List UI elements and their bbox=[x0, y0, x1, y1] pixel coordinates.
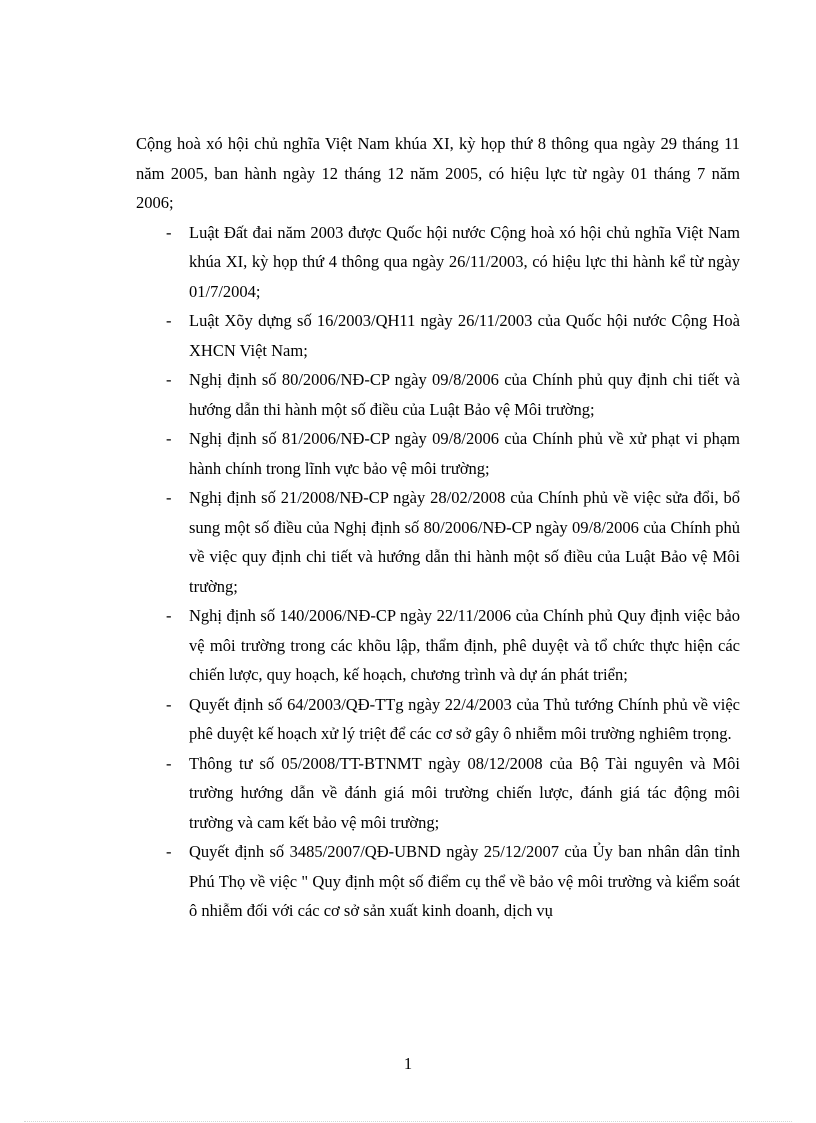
dash-bullet: - bbox=[166, 311, 172, 330]
list-item bbox=[136, 483, 740, 601]
list-item bbox=[136, 690, 740, 749]
page-bottom-divider bbox=[24, 1121, 792, 1122]
page-number: 1 bbox=[403, 1054, 413, 1073]
list-item bbox=[136, 601, 740, 690]
list-item-text: Luật Xõy dựng số 16/2003/QH11 ngày 26/11/2003 của Quốc hội nước Cộng Hoà XHCN Việt Nam; bbox=[189, 311, 740, 360]
list-item-text: Quyết định số 64/2003/QĐ-TTg ngày 22/4/2003 của Thủ tướng Chính phủ về việc phê duyệt kế hoạch xử lý triệt để các cơ sở gây ô nhiễm môi trường nghiêm trọng. bbox=[189, 694, 740, 743]
dash-bullet: - bbox=[166, 429, 172, 448]
list-item bbox=[136, 749, 740, 838]
list-item bbox=[136, 365, 740, 424]
dash-bullet: - bbox=[166, 606, 172, 625]
list-item-text: Quyết định số 3485/2007/QĐ-UBND ngày 25/12/2007 của Ủy ban nhân dân tỉnh Phú Thọ về việc " Quy định một số điểm cụ thể về bảo vệ môi trường và kiểm soát ô nhiễm đối với các cơ sở sản xuất kinh doanh, dịch vụ bbox=[189, 842, 740, 920]
list-item-text: Thông tư số 05/2008/TT-BTNMT ngày 08/12/2008 của Bộ Tài nguyên và Môi trường hướng dẫn về đánh giá môi trường chiến lược, đánh giá tác động môi trường và cam kết bảo vệ môi trường; bbox=[189, 753, 740, 832]
list-item-text: Luật Đất đai năm 2003 được Quốc hội nước Cộng hoà xó hội chủ nghĩa Việt Nam khúa XI, kỳ họp thứ 4 thông qua ngày 26/11/2003, có hiệu lực thi hành kể từ ngày 01/7/2004; bbox=[189, 222, 740, 301]
list-item bbox=[136, 424, 740, 483]
list-item-text: Nghị định số 140/2006/NĐ-CP ngày 22/11/2006 của Chính phủ Quy định việc bảo vệ môi trường trong các khõu lập, thẩm định, phê duyệt và tổ chức thực hiện các chiến lược, quy hoạch, kế hoạch, chương trình và dự án phát triển; bbox=[189, 606, 740, 684]
intro-paragraph: Cộng hoà xó hội chủ nghĩa Việt Nam khúa XI, kỳ họp thứ 8 thông qua ngày 29 tháng 11 năm 2005, ban hành ngày 12 tháng 12 năm 2005, có hiệu lực từ ngày 01 tháng 7 năm 2006; bbox=[136, 134, 740, 212]
legal-basis-list bbox=[136, 218, 740, 926]
dash-bullet: - bbox=[166, 842, 172, 861]
dash-bullet: - bbox=[166, 694, 172, 714]
document-body bbox=[136, 129, 740, 926]
dash-bullet: - bbox=[166, 222, 172, 242]
dash-bullet: - bbox=[166, 753, 172, 773]
list-item bbox=[136, 218, 740, 307]
dash-bullet: - bbox=[166, 488, 172, 507]
dash-bullet: - bbox=[166, 370, 172, 389]
list-item bbox=[136, 837, 740, 926]
list-item-text: Nghị định số 21/2008/NĐ-CP ngày 28/02/2008 của Chính phủ về việc sửa đổi, bổ sung một số điều của Nghị định số 80/2006/NĐ-CP ngày 09/8/2006 của Chính phủ về việc quy định chi tiết và hướng dẫn thi hành một số điều của Luật Bảo vệ Môi trường; bbox=[189, 488, 740, 596]
list-item-text: Nghị định số 80/2006/NĐ-CP ngày 09/8/2006 của Chính phủ quy định chi tiết và hướng dẫn thi hành một số điều của Luật Bảo vệ Môi trường; bbox=[189, 370, 740, 419]
list-item bbox=[136, 306, 740, 365]
list-item-text: Nghị định số 81/2006/NĐ-CP ngày 09/8/2006 của Chính phủ về xử phạt vi phạm hành chính trong lĩnh vực bảo vệ môi trường; bbox=[189, 429, 740, 478]
